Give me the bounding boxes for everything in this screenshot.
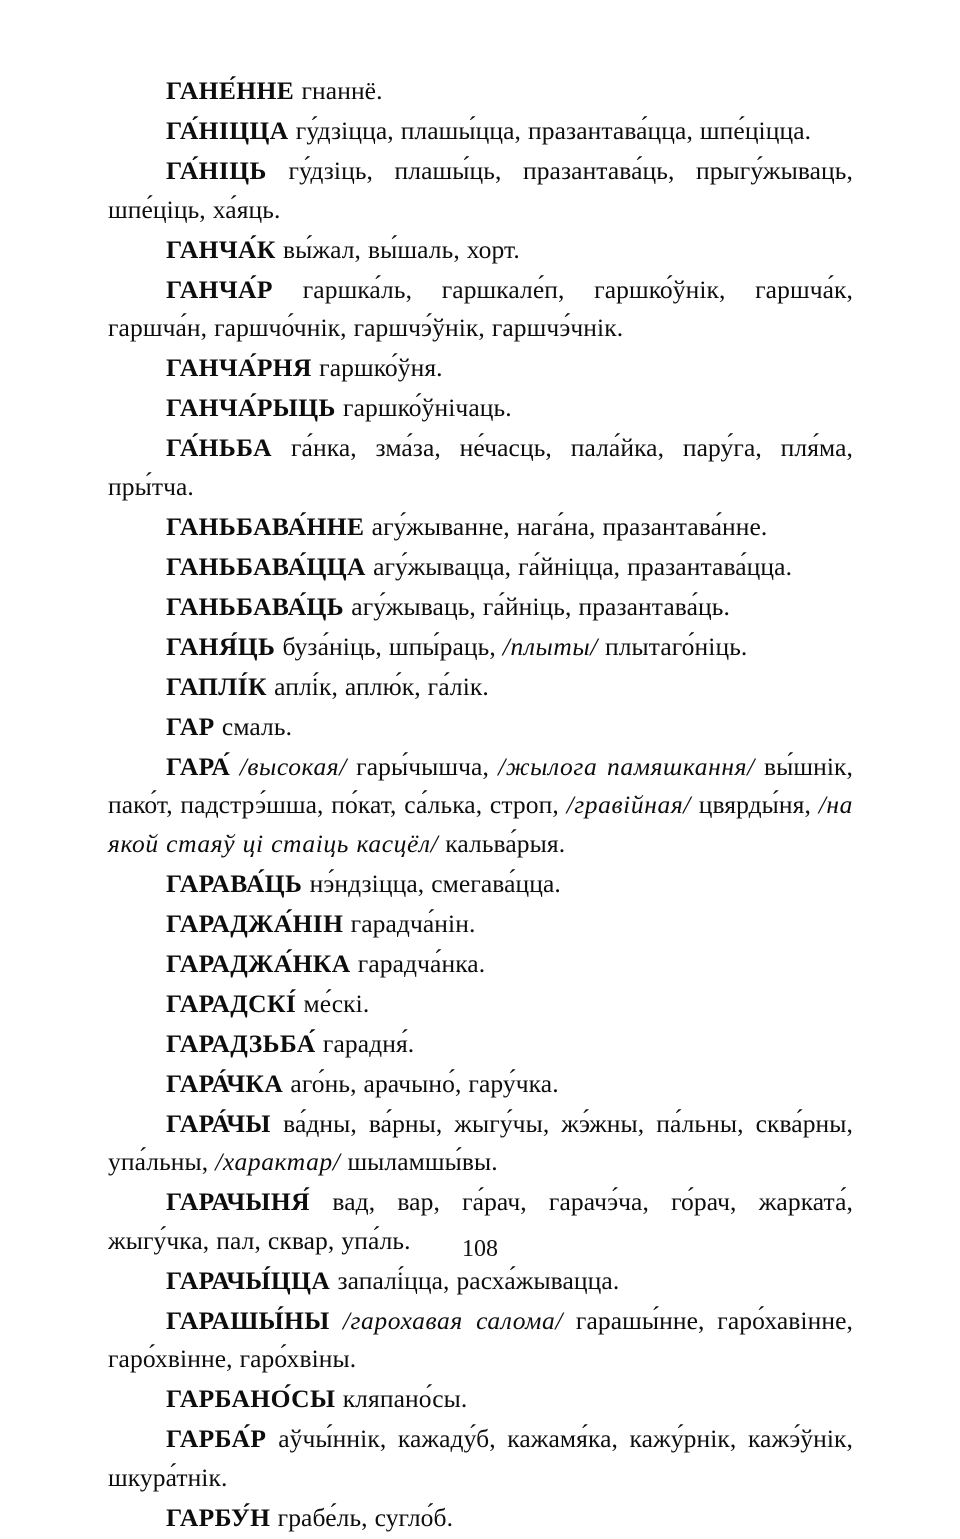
dictionary-entry [108,1420,853,1497]
dictionary-entry [108,1380,853,1419]
dictionary-entry [108,945,853,984]
dictionary-entry [108,72,853,111]
entry-synonyms: запалі́цца, расха́жывацца. [337,1265,620,1295]
dictionary-entry [108,231,853,270]
dictionary-entry [108,588,853,627]
entry-gloss: /жылога памяшкання/ [498,751,755,781]
entry-gloss: /на якой стаяў ці стаіць касцёл/ [108,790,854,858]
dictionary-entry [108,429,853,506]
dictionary-entry [108,389,853,428]
entry-synonyms: гаршко́ўнічаць. [343,393,512,422]
entry-synonyms: аго́нь, арачыно́, гару́чка. [290,1068,559,1098]
entry-headword: ГАНЧА́К [166,234,283,264]
entry-synonym-run: буза́ніць, шпы́раць, [282,631,503,661]
entry-headword: ГАР [166,711,222,741]
dictionary-entry [108,112,853,151]
entry-synonyms: нэ́ндзіцца, смегава́цца. [309,868,561,898]
entry-headword: ГАРАДЖА́НКА [166,948,358,978]
entry-synonyms [282,632,747,661]
dictionary-entry [108,349,853,388]
dictionary-entry [108,1025,853,1064]
entry-headword: ГАНЧА́РНЯ [166,353,320,382]
dictionary-entry [108,1065,853,1104]
entry-headword: ГА́НІЦЦА [166,116,296,145]
entry-headword: ГАНЬБАВА́ННЕ [166,511,372,541]
entry-synonym-run: гарашы́нне, гаро́хавінне, гаро́хвінне, гаро́хвіны. [108,1305,853,1373]
dictionary-entry [108,271,853,348]
entry-headword: ГАНЕ́ННЕ [166,76,302,105]
entry-headword: ГАРАДСКІ́ [166,988,304,1018]
entry-headword: ГА́НІЦЬ [166,156,289,185]
dictionary-entry [108,668,853,707]
entry-synonyms: гу́дзіць, плашы́ць, празантава́ць, прыгу́жываць, шпе́ціць, ха́яць. [108,156,853,224]
entry-gloss: /гарохавая салома/ [342,1305,564,1335]
entry-headword: ГАРАШЫ́НЫ [166,1305,343,1335]
entry-headword: ГАНЯ́ЦЬ [166,631,283,661]
entry-gloss: /плыты/ [502,631,598,661]
entry-synonyms: га́нка, зма́за, не́часць, пала́йка, пару́га, пля́ма, пры́тча. [108,433,854,501]
entry-headword: ГАРБУ́Н [166,1502,278,1532]
entry-synonyms: гнаннё. [301,76,383,105]
entry-synonym-run: ва́дны, ва́рны, жыгу́чы, жэ́жны, па́льны, сква́рны, упа́льны, [108,1108,854,1176]
entry-synonyms: гаршка́ль, гаршкале́п, гаршко́ўнік, гаршча́к, гаршча́н, гаршчо́чнік, гаршчэ́ўнік, гаршчэ́чнік. [108,274,853,342]
dictionary-entry [108,1262,853,1301]
dictionary-entry [108,548,853,587]
entry-synonyms: гу́дзіцца, плашы́цца, празантава́цца, шпе́ціцца. [295,116,812,145]
entry-gloss: /гравійная/ [566,790,691,819]
entry-headword: ГАРАВА́ЦЬ [166,868,310,898]
entry-synonyms: агу́жыванне, нага́на, празантава́нне. [371,511,768,541]
entry-headword: ГАРА́ЧЫ [166,1108,284,1138]
dictionary-entry [108,628,853,667]
entry-headword: ГАРАДЗЬБА́ [166,1028,323,1058]
page-number: 108 [462,1236,498,1262]
entry-headword: ГАНЧА́Р [166,274,303,304]
entry-headword: ГАРАЧЫ́ЦЦА [166,1265,338,1295]
entry-headword: ГА́НЬБА [166,433,291,462]
entry-synonym-run: вы́шнік, пако́т, падстрэ́шша, по́кат, са́лька, строп, [108,751,853,819]
entry-synonym-run: гары́чышча, [346,751,499,781]
entry-headword: ГАРАДЖА́НІН [166,908,351,938]
entry-synonyms: гарадча́нка. [357,948,486,978]
entry-synonyms: грабе́ль, сугло́б. [277,1502,454,1532]
dictionary-entry [108,508,853,547]
entry-headword: ГАНЧА́РЫЦЬ [166,393,344,422]
entry-headword: ГАПЛІ́К [166,671,275,701]
dictionary-entry [108,985,853,1024]
entry-gloss: /высокая/ [239,751,347,781]
dictionary-entry [108,865,853,904]
entry-headword: ГАРБА́Р [166,1424,279,1453]
entry-headword: ГАРАЧЫНЯ́ [166,1187,333,1216]
entry-headword: ГАРБАНО́СЫ [166,1384,343,1413]
dictionary-entry [108,1105,853,1182]
dictionary-entry [108,152,853,229]
entry-synonyms: аплі́к, аплю́к, га́лік. [274,671,489,701]
entry-synonyms: агу́жывацца, га́йніцца, празантава́цца. [373,551,793,581]
entry-gloss: /характар/ [215,1147,341,1176]
entry-synonyms: агу́жываць, га́йніць, празантава́ць. [351,591,730,621]
entry-headword: ГАРА́ЧКА [166,1068,291,1098]
entry-synonym-run: шыламшы́вы. [340,1147,498,1176]
entry-synonyms: ме́скі. [303,988,370,1018]
entry-synonym-run: плытаго́ніць. [598,631,748,661]
entry-synonyms: кляпано́сы. [342,1384,468,1413]
entry-headword: ГАРА́ [166,751,240,781]
entry-synonyms: вы́жал, вы́шаль, хорт. [283,234,520,264]
entry-synonyms: гарадча́нін. [350,908,476,938]
entry-synonyms: аўчы́ннік, кажаду́б, кажамя́ка, кажу́рнік, кажэ́ўнік, шкура́тнік. [108,1424,853,1492]
entry-synonyms: гаршко́ўня. [319,353,443,382]
entry-synonyms: вад, вар, га́рач, гарачэ́ча, го́рач, жарката́, жыгу́чка, пал, сквар, упа́ль. [108,1187,854,1255]
entry-headword: ГАНЬБАВА́ЦЬ [166,591,352,621]
dictionary-entry [108,1499,853,1538]
entry-synonym-run: цвярды́ня, [690,790,819,819]
entry-synonyms: гарадня́. [322,1028,415,1058]
entry-synonym-run: кальва́рыя. [438,828,566,858]
dictionary-entry [108,1302,853,1379]
dictionary-entry [108,748,853,864]
entry-headword: ГАНЬБАВА́ЦЦА [166,551,374,581]
entry-synonyms: смаль. [221,711,293,741]
entry-list [108,72,853,1539]
dictionary-entry [108,708,853,747]
dictionary-entry [108,905,853,944]
